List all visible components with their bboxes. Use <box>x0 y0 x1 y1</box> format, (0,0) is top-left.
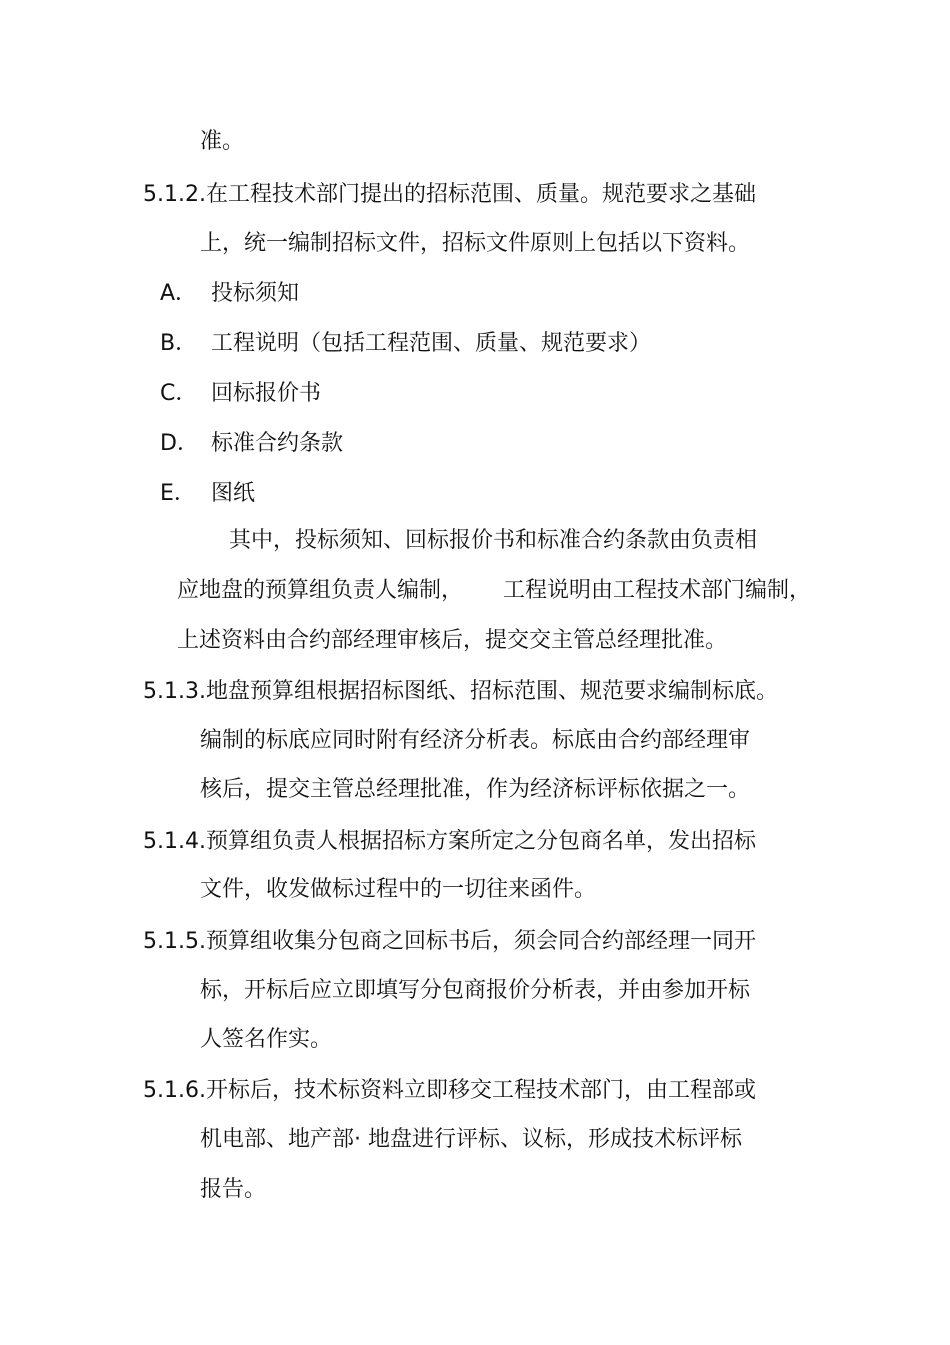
list-text: 图纸 <box>211 481 256 506</box>
text-line: 报告。 <box>200 1177 267 1202</box>
section-text: 预算组负责人根据招标方案所定之分包商名单，发出招标 <box>205 829 756 854</box>
text-line: 其中，投标须知、回标报价书和标准合约条款由负责相 <box>229 528 758 553</box>
section-5-1-5-line <box>143 927 756 957</box>
section-number: 5.1.5. <box>143 929 206 954</box>
section-number: 5.1.2. <box>143 182 206 207</box>
list-item <box>0 279 950 309</box>
list-item <box>0 329 950 359</box>
section-text: 地盘预算组根据招标图纸、招标范围、规范要求编制标底。 <box>205 679 778 704</box>
section-5-1-2-line <box>143 180 756 210</box>
text-line: 应地盘的预算组负责人编制， <box>177 578 464 603</box>
list-item <box>0 479 950 509</box>
list-text: 工程说明（包括工程范围、质量、规范要求） <box>211 331 652 356</box>
section-number: 5.1.3. <box>143 679 206 704</box>
list-item <box>0 429 950 459</box>
section-text: 预算组收集分包商之回标书后，须会同合约部经理一同开 <box>205 929 756 954</box>
list-text: 回标报价书 <box>211 381 322 406</box>
list-label: B． <box>160 331 198 356</box>
text-line: 机电部、地产部· 地盘进行评标、议标，形成技术标评标 <box>200 1127 742 1152</box>
list-item <box>0 379 950 409</box>
text-line: 标，开标后应立即填写分包商报价分析表，并由参加开标 <box>200 978 751 1003</box>
text-line: 人签名作实。 <box>200 1027 333 1052</box>
section-5-1-3-line <box>143 677 778 707</box>
section-text: 在工程技术部门提出的招标范围、质量。规范要求之基础 <box>205 182 756 207</box>
section-5-1-4-line <box>143 827 756 857</box>
list-label: A． <box>160 281 198 306</box>
section-text: 开标后，技术标资料立即移交工程技术部门，由工程部或 <box>205 1078 756 1103</box>
list-text: 投标须知 <box>211 281 300 306</box>
list-text: 标准合约条款 <box>211 431 344 456</box>
list-label: C． <box>160 381 198 406</box>
list-label: D． <box>160 431 199 456</box>
text-line: 核后，提交主管总经理批准，作为经济标评标依据之一。 <box>200 777 751 802</box>
text-line: 准。 <box>200 129 245 154</box>
text-line: 编制的标底应同时附有经济分析表。标底由合约部经理审 <box>200 728 751 753</box>
section-number: 5.1.6. <box>143 1078 206 1103</box>
text-line: 文件，收发做标过程中的一切往来函件。 <box>200 877 597 902</box>
text-line: 上述资料由合约部经理审核后，提交交主管总经理批准。 <box>177 628 728 653</box>
text-line: 工程说明由工程技术部门编制， <box>503 578 812 603</box>
section-number: 5.1.4. <box>143 829 206 854</box>
list-label: E． <box>160 481 196 506</box>
section-5-1-6-line <box>143 1076 756 1106</box>
text-line: 上，统一编制招标文件，招标文件原则上包括以下资料。 <box>200 231 751 256</box>
